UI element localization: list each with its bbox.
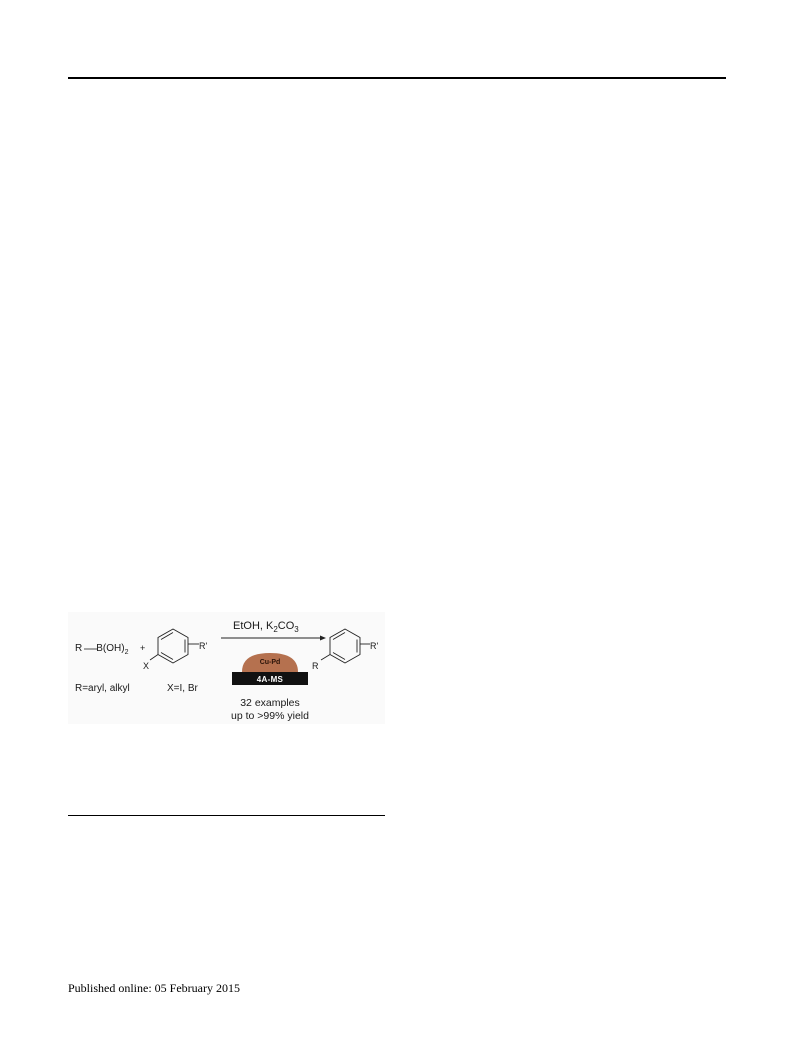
yield-note: up to >99% yield bbox=[231, 710, 309, 722]
reactant-substituent-label: R' bbox=[199, 641, 208, 651]
product-substituent-label: R' bbox=[370, 641, 379, 651]
product-benzene-ring bbox=[321, 629, 370, 663]
reaction-scheme-drawing bbox=[68, 612, 385, 724]
catalyst-label: Cu-Pd bbox=[259, 659, 281, 666]
product-r-label: R bbox=[312, 661, 319, 671]
reaction-conditions: EtOH, $K_2CO_3$ bbox=[233, 620, 299, 635]
examples-count: 32 examples bbox=[240, 697, 300, 709]
header-rule bbox=[68, 77, 726, 79]
support-label: 4A-MS bbox=[256, 675, 284, 684]
reactant-benzene-ring bbox=[150, 629, 199, 663]
x-definition: X=I, Br bbox=[167, 683, 198, 694]
r-definition: R=aryl, alkyl bbox=[75, 683, 130, 694]
publication-date: Published online: 05 February 2015 bbox=[68, 981, 240, 995]
footnote-rule bbox=[68, 815, 385, 816]
leaving-group-label: X bbox=[143, 661, 150, 671]
reaction-arrowhead bbox=[320, 636, 326, 641]
plus-sign: + bbox=[140, 643, 146, 653]
graphical-abstract-scheme bbox=[68, 612, 385, 724]
boronic-acid-label: R $B(OH)_2$ bbox=[75, 643, 129, 656]
